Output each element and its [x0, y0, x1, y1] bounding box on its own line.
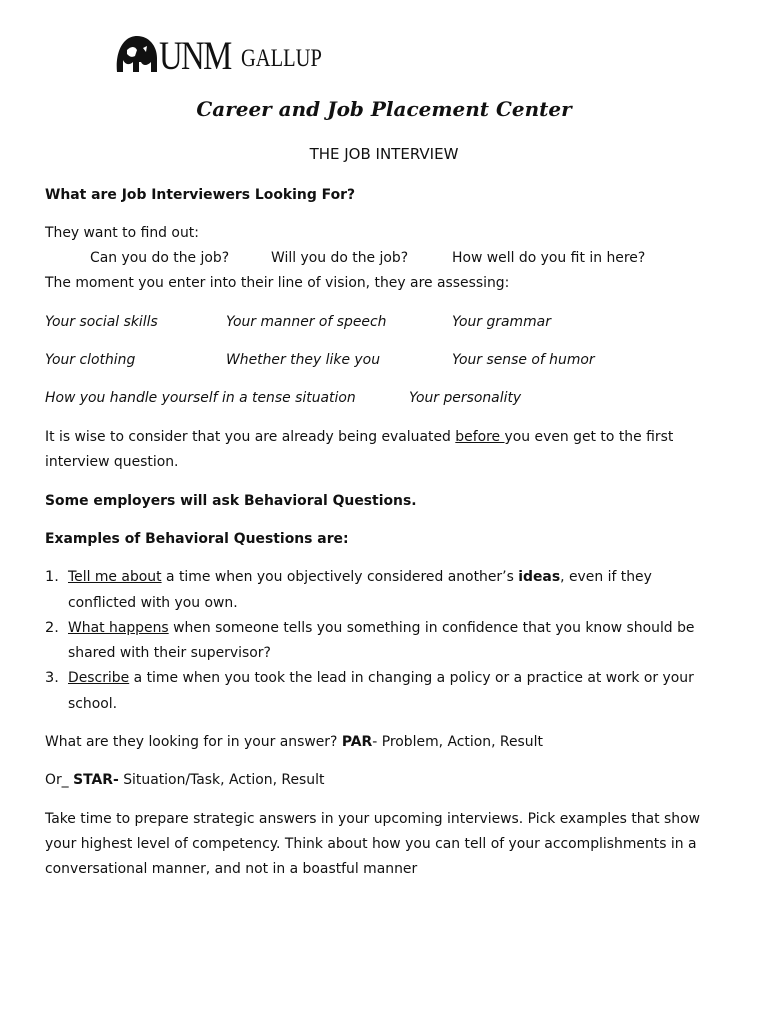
question-item: How well do you fit in here? — [452, 250, 646, 266]
trait-item: How you handle yourself in a tense situation — [45, 390, 356, 406]
trait-item: Your clothing — [45, 352, 136, 368]
logo-unm-text: UNM — [159, 33, 231, 78]
list-item-lead: What happens — [68, 620, 169, 636]
document-subtitle: THE JOB INTERVIEW — [309, 145, 459, 163]
list-item-lead: Describe — [68, 670, 130, 686]
star-line — [45, 770, 324, 790]
list-number: 3. — [45, 670, 59, 686]
list-number: 2. — [45, 620, 59, 636]
closing-paragraph-line: your highest level of competency. Think about how you can tell of your accomplishments in a — [45, 836, 697, 852]
question-item: Can you do the job? — [90, 250, 230, 266]
list-item-text: a time when you took the lead in changing a policy or a practice at work or your — [129, 670, 694, 686]
star-text: Situation/Task, Action, Result — [118, 772, 325, 788]
wise-paragraph-line: interview question. — [45, 454, 179, 470]
list-item — [68, 668, 694, 688]
trait-item: Your grammar — [452, 314, 551, 330]
trait-item: Your personality — [409, 390, 522, 406]
question-item: Will you do the job? — [271, 250, 409, 266]
star-text: Or_ — [45, 772, 74, 788]
wise-paragraph-line — [45, 427, 673, 447]
trait-item: Whether they like you — [226, 352, 381, 368]
list-number: 1. — [45, 569, 59, 585]
par-line — [45, 732, 543, 752]
list-item-continuation: conflicted with you own. — [68, 595, 238, 611]
par-text: - Problem, Action, Result — [372, 734, 543, 750]
lobo-head-icon — [113, 32, 159, 76]
list-item — [68, 567, 652, 587]
trait-item: Your manner of speech — [226, 314, 387, 330]
examples-heading: Examples of Behavioral Questions are: — [45, 531, 349, 547]
trait-item: Your sense of humor — [452, 352, 595, 368]
list-item-text: a time when you objectively considered another’s — [161, 569, 519, 585]
list-item-text: , even if they — [560, 569, 652, 585]
section-heading: What are Job Interviewers Looking For? — [45, 187, 356, 203]
document-title: Career and Job Placement Center — [196, 97, 572, 121]
list-item-lead: Tell me about — [68, 569, 162, 585]
star-acronym: STAR- — [73, 772, 119, 788]
wise-text: It is wise to consider that you are already being evaluated — [45, 429, 456, 445]
list-item-continuation: shared with their supervisor? — [68, 645, 271, 661]
closing-paragraph-line: conversational manner, and not in a boastful manner — [45, 861, 418, 877]
before-underlined: before — [455, 429, 505, 445]
intro-text: They want to find out: — [45, 225, 199, 241]
logo-gallup-text: GALLUP — [241, 45, 322, 72]
trait-item: Your social skills — [45, 314, 158, 330]
wise-text: you even get to the first — [504, 429, 674, 445]
par-text: What are they looking for in your answer? — [45, 734, 342, 750]
closing-paragraph-line: Take time to prepare strategic answers in your upcoming interviews. Pick examples that show — [45, 811, 700, 827]
list-item-text: when someone tells you something in confidence that you know should be — [168, 620, 695, 636]
list-item-continuation: school. — [68, 696, 118, 712]
assessing-text: The moment you enter into their line of vision, they are assessing: — [45, 275, 510, 291]
behavioral-text: Some employers will ask Behavioral Questions. — [45, 493, 417, 509]
par-acronym: PAR — [341, 734, 373, 750]
list-item — [68, 618, 694, 638]
list-item-bold: ideas — [518, 569, 561, 585]
